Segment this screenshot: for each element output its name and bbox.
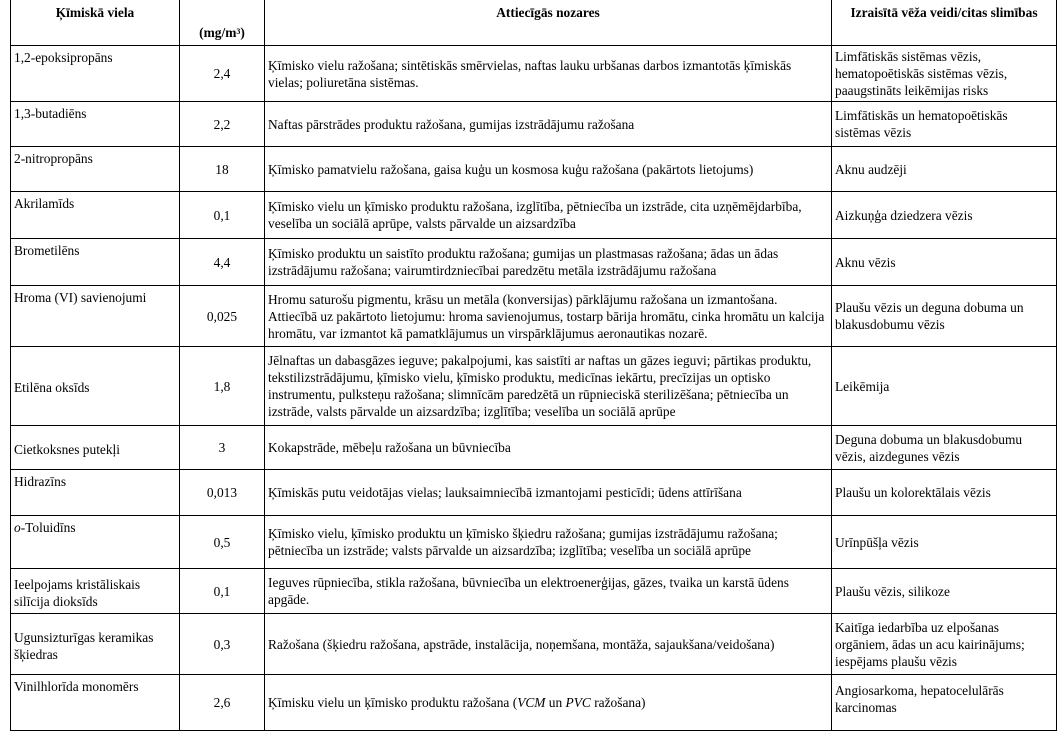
disease-text: Plaušu vēzis un deguna dobuma un blakusdobumu vēzis: [832, 286, 1057, 347]
header-concentration-close: ): [240, 25, 245, 40]
table-row: [11, 675, 1057, 731]
disease-text: Kaitīga iedarbība uz elpošanas orgāniem, ādas un acu kairinājums; iespējams plaušu vēzis: [832, 614, 1057, 675]
disease-text: Aknu audzēji: [832, 147, 1057, 192]
concentration-value: 1,8: [180, 347, 265, 426]
table-row: [11, 46, 1057, 102]
concentration-value: 2,4: [180, 46, 265, 102]
chemical-name: Cietkoksnes putekļi: [11, 426, 180, 470]
disease-text: Deguna dobuma un blakusdobumu vēzis, aizdegunes vēzis: [832, 426, 1057, 470]
sectors-text: Ražošana (šķiedru ražošana, apstrāde, instalācija, noņemšana, montāža, sajaukšana/veidošana): [265, 614, 832, 675]
table-row: [11, 239, 1057, 286]
sectors-text: Jēlnaftas un dabasgāzes ieguve; pakalpojumi, kas saistīti ar naftas un gāzes ieguvi; pārtikas produktu, tekstilizstrādājumu, ķīmisko vielu, ķīmisko produktu, medicīnas iekārtu, precīzijas un optisko instrumentu, pulksteņu ražošana; slimnīcām paredzētā un rūpnieciskā sterilizēšana; pētniecība un izstrāde, valsts pārvalde un aizsardzība; izglītība; veselība un sociālā aprūpe: [265, 347, 832, 426]
sectors-text-part: ražošana): [590, 695, 646, 710]
chemical-name: 1,2-epoksipropāns: [11, 46, 180, 102]
sectors-text-part: Ķīmisku vielu un ķīmisko produktu ražošana (: [268, 695, 518, 710]
table-row: [11, 569, 1057, 614]
sectors-text: Ķīmiskās putu veidotājas vielas; lauksaimniecībā izmantojami pesticīdi; ūdens attīrīšana: [265, 470, 832, 516]
sectors-text-italic-vcm: VCM: [517, 695, 546, 710]
table-row: [11, 102, 1057, 147]
disease-text: Leikēmija: [832, 347, 1057, 426]
table-row: [11, 516, 1057, 569]
chemical-name: Hidrazīns: [11, 470, 180, 516]
concentration-value: 0,5: [180, 516, 265, 569]
header-concentration-sup: 3: [236, 27, 241, 36]
chemical-name: [11, 516, 180, 569]
sectors-text: Ķīmisko produktu un saistīto produktu ražošana; gumijas un plastmasas ražošana; ādas un ādas izstrādājumu ražošana; vairumtirdzniecībai paredzētu metāla izstrādājumu ražošana: [265, 239, 832, 286]
header-chemical: Ķīmiskā viela: [11, 0, 180, 46]
chemical-name-prefix: o: [14, 520, 21, 535]
sectors-text: Kokapstrāde, mēbeļu ražošana un būvniecība: [265, 426, 832, 470]
table-row: [11, 426, 1057, 470]
concentration-value: 3: [180, 426, 265, 470]
concentration-value: 0,025: [180, 286, 265, 347]
carcinogens-table: [10, 0, 1057, 731]
table-row: [11, 286, 1057, 347]
concentration-value: 2,2: [180, 102, 265, 147]
table-row: [11, 192, 1057, 239]
chemical-name-rest: -Toluidīns: [20, 520, 76, 535]
sectors-text: Ķīmisko vielu ražošana; sintētiskās smērvielas, naftas lauku urbšanas darbos izmantotās ķīmiskās vielas; poliuretāna sistēmas.: [265, 46, 832, 102]
chemical-name: Vinilhlorīda monomērs: [11, 675, 180, 731]
disease-text: Angiosarkoma, hepatocelulārās karcinomas: [832, 675, 1057, 731]
chemical-name: Etilēna oksīds: [11, 347, 180, 426]
chemical-name: Akrilamīds: [11, 192, 180, 239]
table-row: [11, 347, 1057, 426]
table-row: [11, 614, 1057, 675]
sectors-text: Ieguves rūpniecība, stikla ražošana, būvniecība un elektroenerģijas, gāzes, tvaika un karstā ūdens apgāde.: [265, 569, 832, 614]
table-row: [11, 147, 1057, 192]
concentration-value: 2,6: [180, 675, 265, 731]
disease-text: Urīnpūšļa vēzis: [832, 516, 1057, 569]
chemical-name: Ieelpojams kristāliskais silīcija dioksīds: [11, 569, 180, 614]
chemical-name: Hroma (VI) savienojumi: [11, 286, 180, 347]
concentration-value: 18: [180, 147, 265, 192]
chemical-name: 1,3-butadiēns: [11, 102, 180, 147]
concentration-value: 4,4: [180, 239, 265, 286]
sectors-text: Hromu saturošu pigmentu, krāsu un metāla (konversijas) pārklājumu ražošana un izmantošana. Attiecībā uz pakārtoto lietojumu: hroma savienojumus, tostarp bārija hromātu, cinka hromātu un kalcija hromātu, var izmantot kā pamatklājumus un virspārklājumus aeronautikas nozarē.: [265, 286, 832, 347]
table-row: [11, 470, 1057, 516]
disease-text: Limfātiskās un hematopoētiskās sistēmas vēzis: [832, 102, 1057, 147]
sectors-text-italic-pvc: PVC: [565, 695, 591, 710]
chemical-name: Ugunsizturīgas keramikas šķiedras: [11, 614, 180, 675]
disease-text: Aizkuņģa dziedzera vēzis: [832, 192, 1057, 239]
chemical-name: 2-nitropropāns: [11, 147, 180, 192]
disease-text: Limfātiskās sistēmas vēzis, hematopoētiskās sistēmas vēzis, paaugstināts leikēmijas risks: [832, 46, 1057, 102]
disease-text: Aknu vēzis: [832, 239, 1057, 286]
concentration-value: 0,1: [180, 569, 265, 614]
header-concentration: [180, 0, 265, 46]
sectors-text-part: un: [545, 695, 566, 710]
header-diseases: Izraisītā vēža veidi/citas slimības: [832, 0, 1057, 46]
sectors-text: Ķīmisko vielu, ķīmisko produktu un ķīmisko šķiedru ražošana; gumijas izstrādājumu ražošana; pētniecība un izstrāde; valsts pārvalde un aizsardzība; izglītība; veselība un sociālā aprūpe: [265, 516, 832, 569]
concentration-value: 0,3: [180, 614, 265, 675]
disease-text: Plaušu vēzis, silikoze: [832, 569, 1057, 614]
sectors-text: [265, 675, 832, 731]
header-concentration-unit: (mg/m: [199, 25, 237, 40]
concentration-value: 0,1: [180, 192, 265, 239]
carcinogens-table-container: [10, 0, 1056, 731]
header-sectors: Attiecīgās nozares: [265, 0, 832, 46]
table-header-row: [11, 0, 1057, 46]
concentration-value: 0,013: [180, 470, 265, 516]
chemical-name: Brometilēns: [11, 239, 180, 286]
sectors-text: Naftas pārstrādes produktu ražošana, gumijas izstrādājumu ražošana: [265, 102, 832, 147]
sectors-text: Ķīmisko vielu un ķīmisko produktu ražošana, izglītība, pētniecība un izstrāde, cita uzņēmējdarbība, veselība un sociālā aprūpe, valsts pārvalde un aizsardzība: [265, 192, 832, 239]
disease-text: Plaušu un kolorektālais vēzis: [832, 470, 1057, 516]
sectors-text: Ķīmisko pamatvielu ražošana, gaisa kuģu un kosmosa kuģu ražošana (pakārtots lietojums): [265, 147, 832, 192]
